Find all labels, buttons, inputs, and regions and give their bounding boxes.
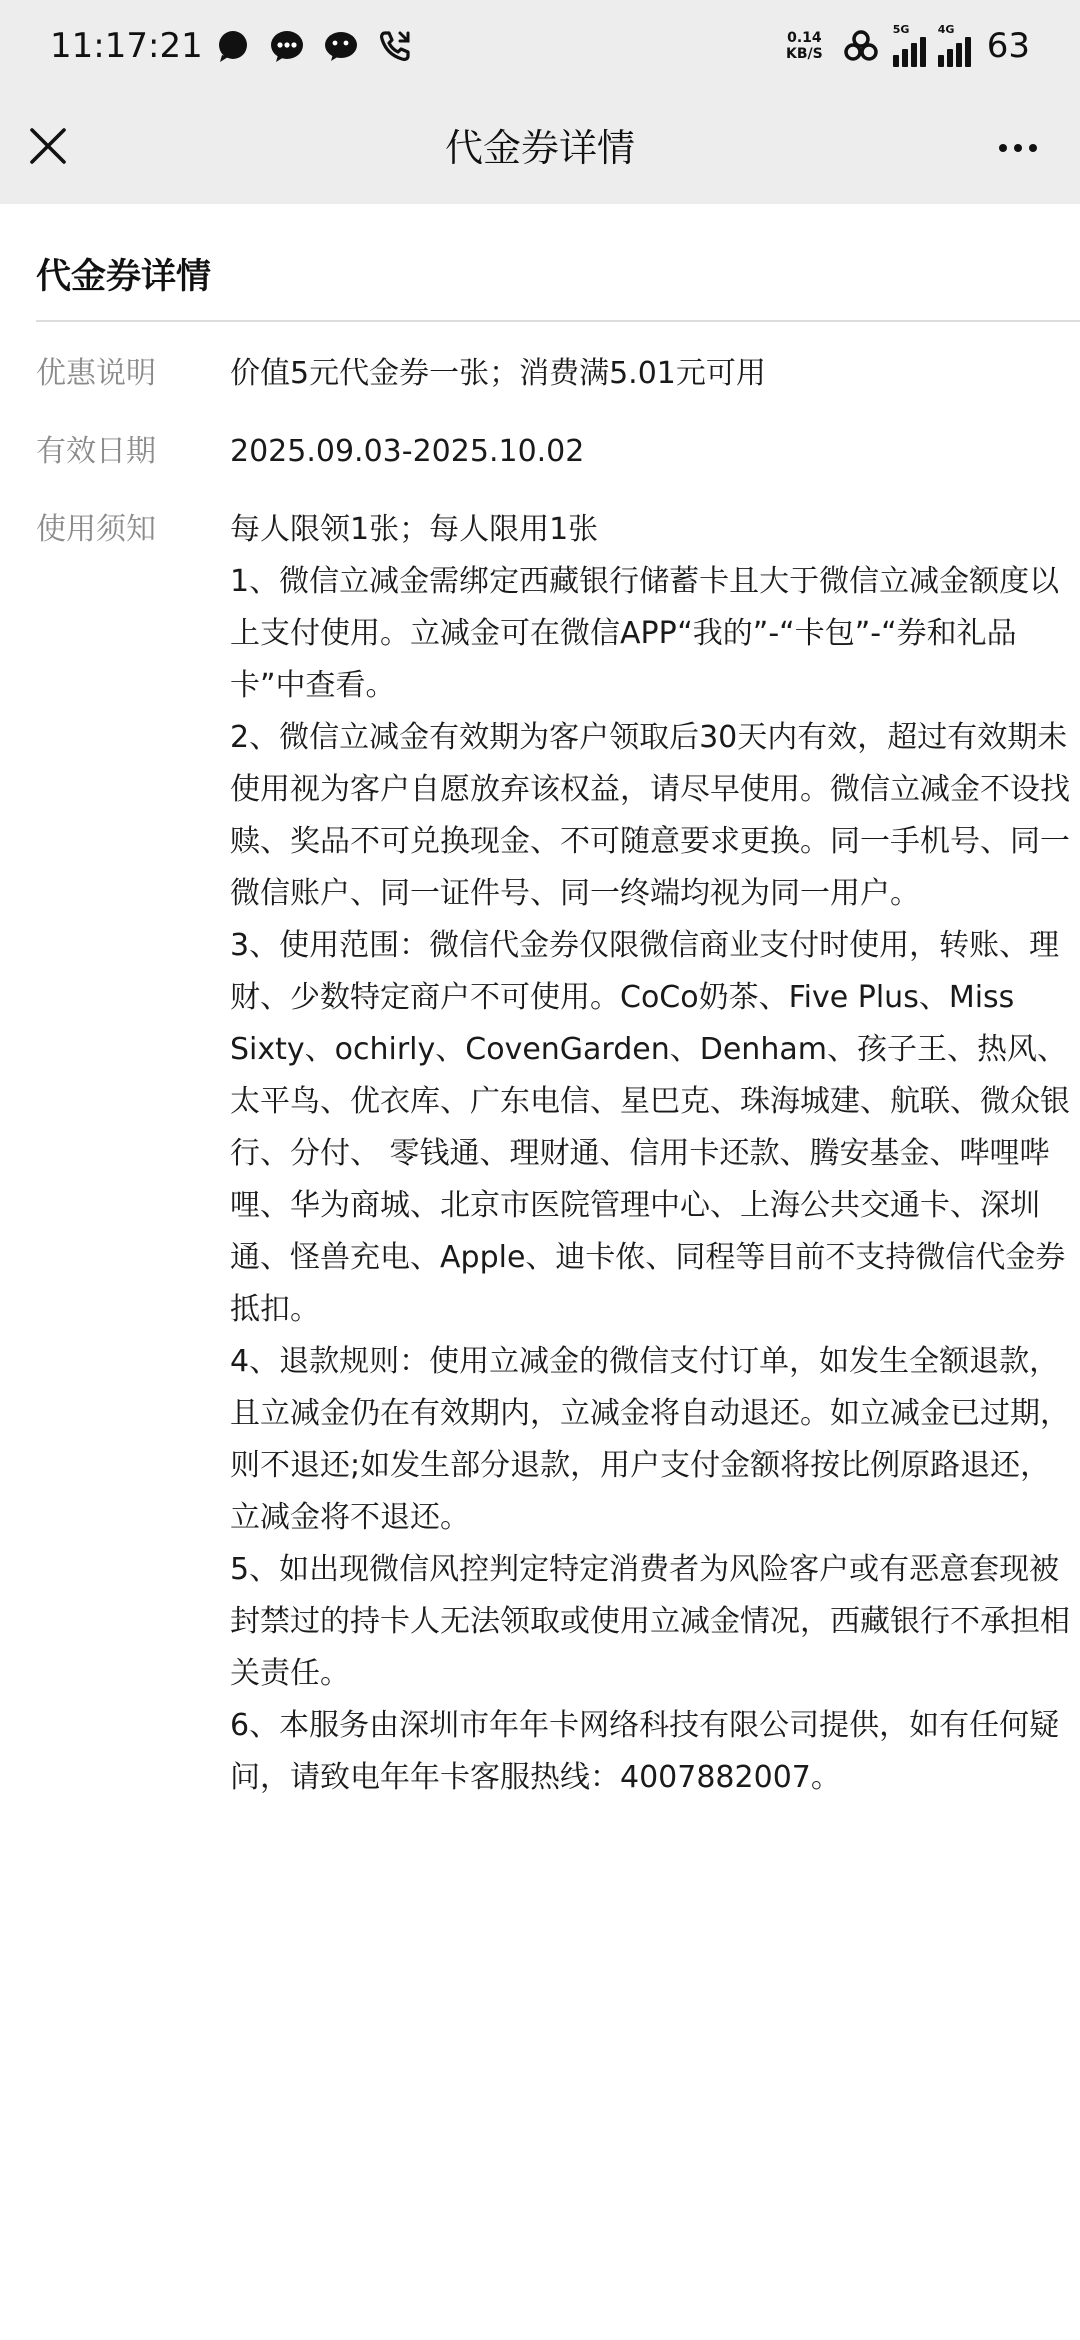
more-dots-icon <box>992 122 1044 174</box>
missed-call-icon <box>376 27 414 65</box>
signal-5g-icon <box>893 25 926 67</box>
network-speed <box>786 30 823 62</box>
more-options-button[interactable] <box>992 122 1044 174</box>
network-speed-unit: KB/S <box>786 46 823 62</box>
notice-limit: 每人限领1张；每人限用1张 <box>230 512 599 547</box>
chat-bubble-icon <box>214 27 252 65</box>
nav-title: 代金券详情 <box>444 126 635 170</box>
hotspot-icon <box>841 26 881 66</box>
navigation-bar <box>0 92 1080 204</box>
validity-label: 有效日期 <box>36 434 156 469</box>
validity-value: 2025.09.03-2025.10.02 <box>230 434 585 469</box>
network-speed-value: 0.14 <box>787 30 822 46</box>
notice-item-4: 4、退款规则：使用立减金的微信支付订单，如发生全额退款，且立减金仍在有效期内，立减金将自动退还。如立减金已过期，则不退还;如发生部分退款，用户支付金额将按比例原路退还，立减金将不退还。 <box>230 1344 1070 1535</box>
status-bar <box>0 0 1080 92</box>
heading-divider <box>36 320 1080 322</box>
signal-5g-label: 5G <box>892 23 910 36</box>
notice-item-2: 2、微信立减金有效期为客户领取后30天内有效，超过有效期未使用视为客户自愿放弃该权益，请尽早使用。微信立减金不设找赎、奖品不可兑换现金、不可随意要求更换。同一手机号、同一微信账户、同一证件号、同一终端均视为同一用户。 <box>230 720 1070 911</box>
notice-content <box>230 504 1070 1804</box>
battery-level: 63 <box>986 26 1030 66</box>
message-dots-icon <box>268 27 306 65</box>
offer-value: 价值5元代金券一张；消费满5.01元可用 <box>230 356 766 391</box>
wechat-icon <box>322 27 360 65</box>
notice-label: 使用须知 <box>36 512 156 547</box>
notice-item-5: 5、如出现微信风控判定特定消费者为风险客户或有恶意套现被封禁过的持卡人无法领取或使用立减金情况，西藏银行不承担相关责任。 <box>230 1552 1070 1691</box>
status-time: 11:17:21 <box>50 26 203 66</box>
signal-4g-label: 4G <box>937 23 955 36</box>
notification-icons <box>214 27 414 65</box>
offer-label: 优惠说明 <box>36 356 156 391</box>
page-heading: 代金券详情 <box>36 257 212 297</box>
notice-item-3: 3、使用范围：微信代金券仅限微信商业支付时使用，转账、理财、少数特定商户不可使用。CoCo奶茶、Five Plus、Miss Sixty、ochirly、CovenGarden、Denham、孩子王、热风、太平鸟、优衣库、广东电信、星巴克、珠海城建、航联、微众银行、分付、 零钱通、理财通、信用卡还款、腾安基金、哔哩哔哩、华为商城、北京市医院管理中心、上海公共交通卡、深圳通、怪兽充电、Apple、迪卡侬、同程等目前不支持微信代金券抵扣。 <box>230 928 1070 1327</box>
status-right-group <box>786 22 1030 70</box>
signal-4g-icon <box>938 25 971 67</box>
notice-item-1: 1、微信立减金需绑定西藏银行储蓄卡且大于微信立减金额度以上支付使用。立减金可在微信APP“我的”-“卡包”-“券和礼品卡”中查看。 <box>230 564 1060 703</box>
notice-item-6: 6、本服务由深圳市年年卡网络科技有限公司提供，如有任何疑问，请致电年年卡客服热线：4007882007。 <box>230 1708 1060 1795</box>
